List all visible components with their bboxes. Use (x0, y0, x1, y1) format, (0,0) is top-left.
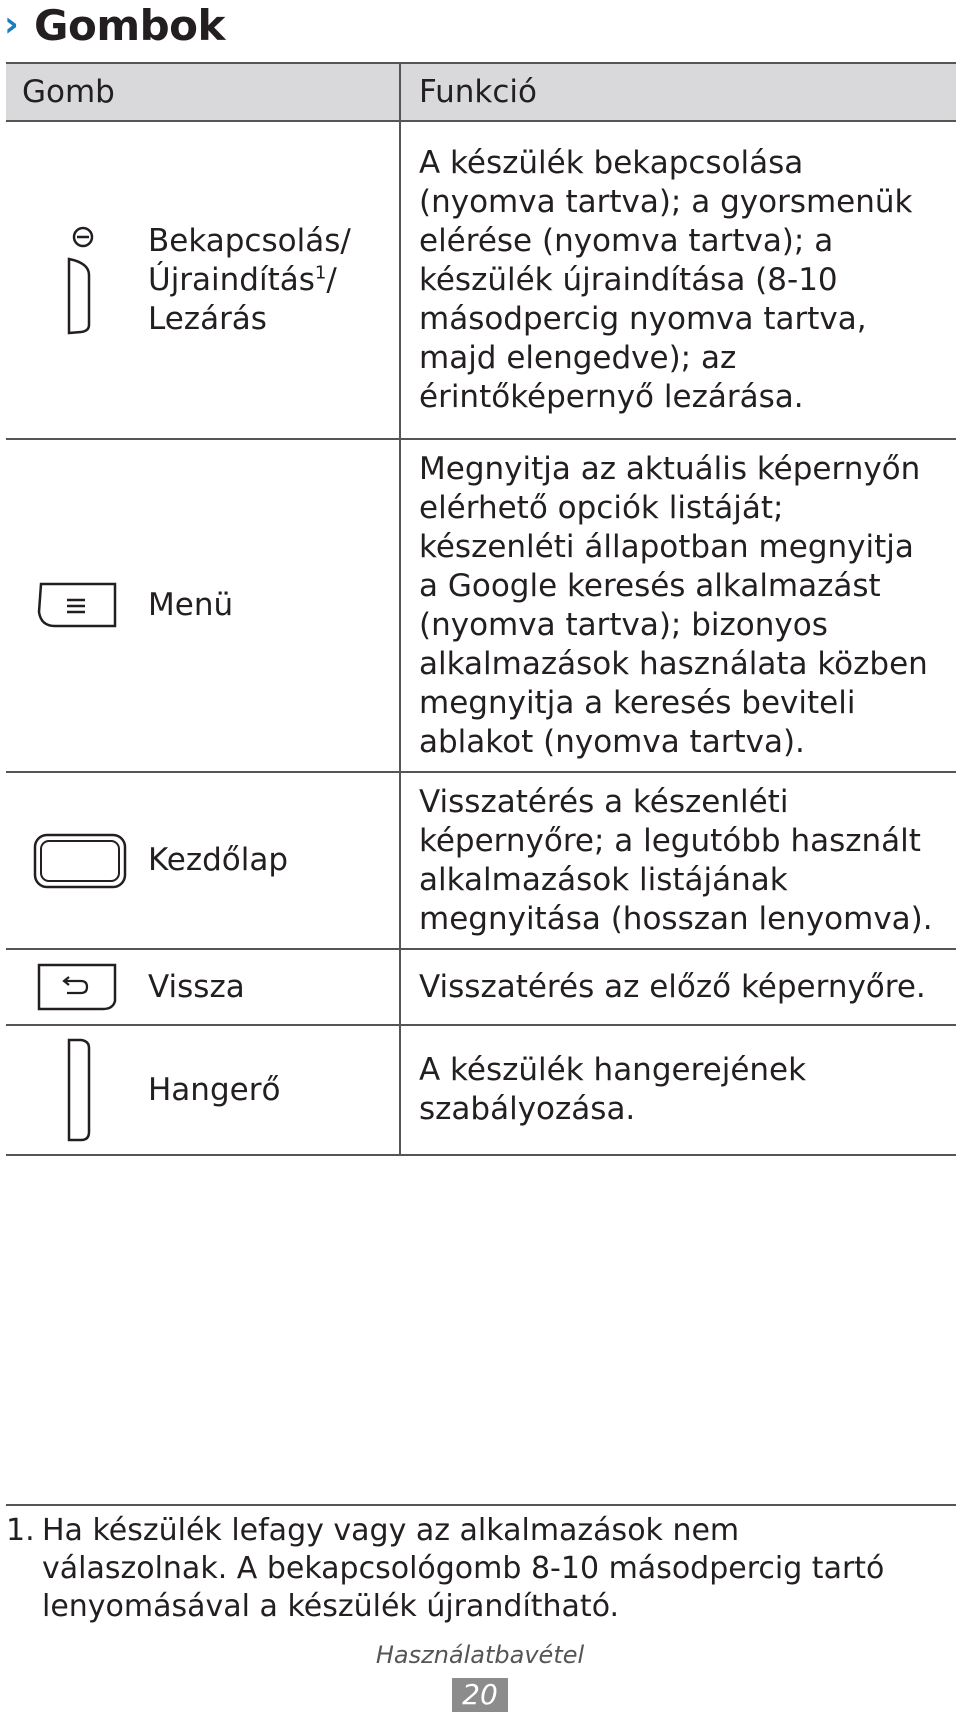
key-function: Megnyitja az aktuális képernyőn elérhető opciók listáját; készenléti állapotban megnyitja a Google keresés alkalmazást (nyomva tartva); bizonyos alkalmazások használata közben megnyitja a keresés beviteli ablakot (nyomva tartva). (400, 439, 956, 772)
footer-section-name: Használatbavétel (375, 1641, 585, 1669)
key-name: Menü (148, 439, 400, 772)
header-key: Gomb (6, 63, 400, 121)
power-key-icon (29, 225, 99, 335)
footnote-text: Ha készülék lefagy vagy az alkalmazások nem válaszolnak. A bekapcsológomb 8-10 másodpercig tartó lenyomásával a készülék újrandítható. (42, 1513, 885, 1624)
key-name: Vissza (148, 949, 400, 1025)
footnote-number: 1. (6, 1513, 35, 1548)
footnote-divider (6, 1504, 956, 1506)
section-title (4, 0, 225, 50)
table-row (6, 439, 956, 772)
key-function: Visszatérés az előző képernyőre. (400, 949, 956, 1025)
key-name: Hangerő (148, 1025, 400, 1155)
key-function: A készülék bekapcsolása (nyomva tartva); a gyorsmenük elérése (nyomva tartva); a készülék újraindítása (8-10 másodpercig nyomva tartva, majd elengedve); az érintőképernyő lezárása. (400, 121, 956, 439)
menu-key-icon (29, 576, 119, 636)
volume-key-icon (29, 1034, 99, 1146)
table-row (6, 1025, 956, 1155)
chevron-right-icon: › (4, 4, 19, 45)
back-key-icon (29, 959, 119, 1015)
home-key-icon (29, 829, 129, 893)
footnote (6, 1512, 926, 1626)
table-row (6, 772, 956, 949)
page-number: 20 (452, 1678, 508, 1712)
table-row (6, 121, 956, 439)
table-row (6, 949, 956, 1025)
key-name: Kezdőlap (148, 772, 400, 949)
footnote-ref: 1 (314, 262, 327, 284)
header-function: Funkció (400, 63, 956, 121)
key-function: Visszatérés a készenléti képernyőre; a legutóbb használt alkalmazások listájának megnyitása (hosszan lenyomva). (400, 772, 956, 949)
keys-table (6, 62, 956, 1156)
key-name: Bekapcsolás/ Újraindítás$^1$/ Lezárás (148, 121, 400, 439)
section-title-text: Gombok (34, 0, 225, 50)
key-function: A készülék hangerejének szabályozása. (400, 1025, 956, 1155)
table-header-row (6, 63, 956, 121)
